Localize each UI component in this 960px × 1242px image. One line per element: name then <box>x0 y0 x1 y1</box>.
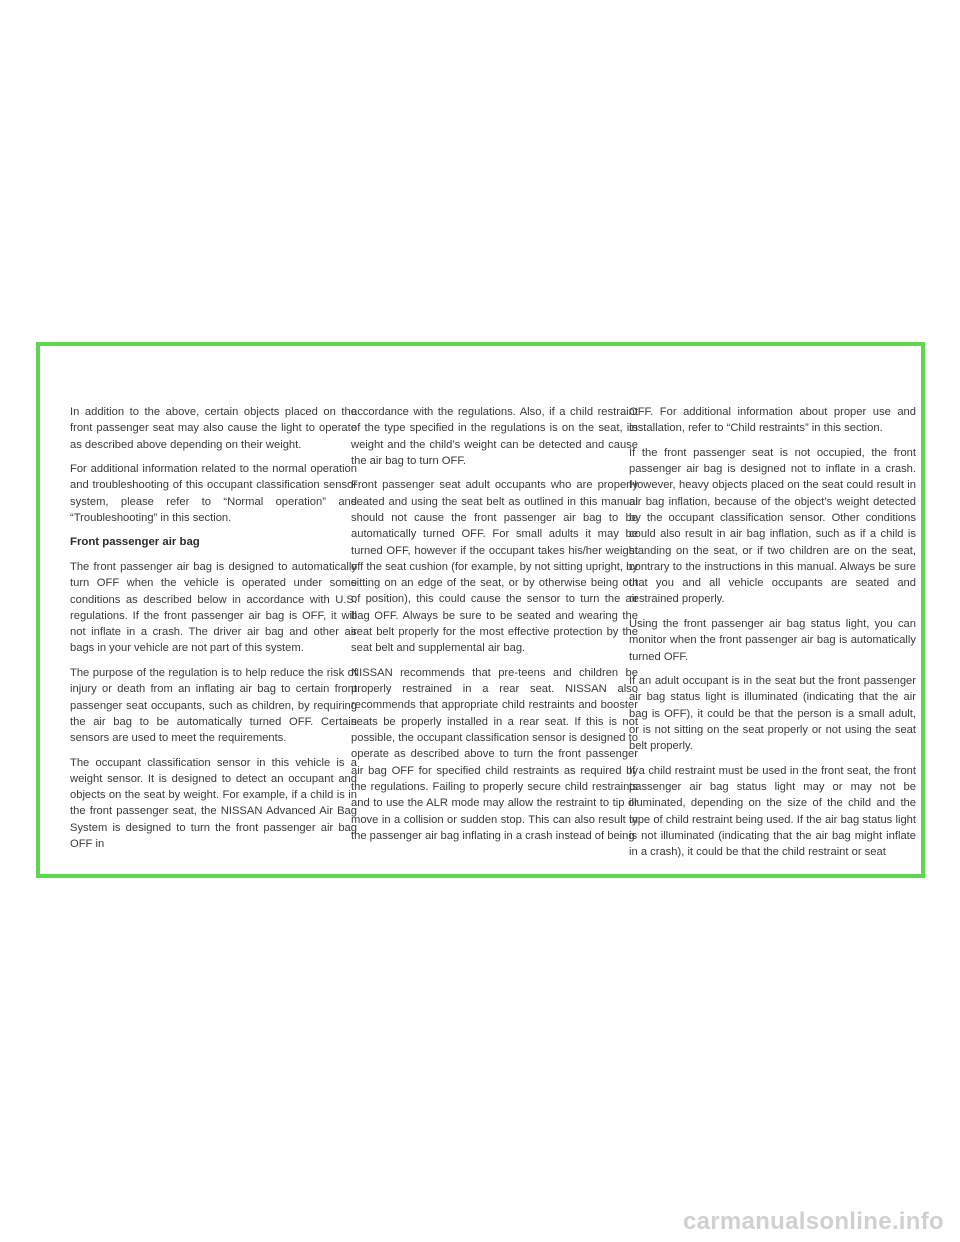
paragraph: OFF. For additional information about proper use and installation, refer to “Child restraints” in this section. <box>629 406 916 435</box>
paragraph: The purpose of the regulation is to help reduce the risk of injury or death from an inflating air bag to certain front passenger seat occupants, such as children, by requiring the air bag to be automatically turned OFF. Certain sensors are used to meet the requirements. <box>70 666 357 745</box>
paragraph: The front passenger air bag is designed to automatically turn OFF when the vehicle is operated under some conditions as described below in accordance with U.S. regulations. If the front passenger air bag is OFF, it will not inflate in a crash. The driver air bag and other air bags in your vehicle are not part of this system. <box>70 560 357 655</box>
paragraph: Front passenger seat adult occupants who are properly seated and using the seat belt as outlined in this manual should not cause the front passenger air bag to be automatically turned OFF. For small adults it may be turned OFF, however if the occupant takes his/her weight off the seat cushion (for example, by not sitting upright, by sitting on an edge of the seat, or by otherwise being out of position), this could cause the sensor to turn the air bag OFF. Always be sure to be seated and wearing the seat belt properly for the most effective protection by the seat belt and supplemental air bag. <box>351 479 638 655</box>
content-frame <box>36 342 925 878</box>
text-column-1 <box>70 404 357 861</box>
paragraph: If a child restraint must be used in the front seat, the front passenger air bag status light may or may not be illuminated, depending on the size of the child and the type of child restraint being used. If the air bag status light is not illuminated (indicating that the air bag might inflate in a crash), it could be that the child restraint or seat <box>629 764 916 859</box>
text-column-3 <box>629 404 916 869</box>
text-column-2 <box>351 404 638 852</box>
paragraph: The occupant classification sensor in this vehicle is a weight sensor. It is designed to detect an occupant and objects on the seat by weight. For example, if a child is in the front passenger seat, the NISSAN Advanced Air Bag System is designed to turn the front passenger air bag OFF in <box>70 756 357 851</box>
paragraph: If an adult occupant is in the seat but the front passenger air bag status light is illuminated (indicating that the air bag is OFF), it could be that the person is a small adult, or is not sitting on the seat properly or not using the seat belt properly. <box>629 675 916 753</box>
paragraph: In addition to the above, certain objects placed on the front passenger seat may also cause the light to operate as described above depending on their weight. <box>70 406 357 451</box>
paragraph: accordance with the regulations. Also, if a child restraint of the type specified in the regulations is on the seat, its weight and the child’s weight can be detected and cause the air bag to turn OFF. <box>351 406 638 467</box>
paragraph: Using the front passenger air bag status light, you can monitor when the front passenger air bag is automatically turned OFF. <box>629 617 916 663</box>
paragraph: NISSAN recommends that pre-teens and children be properly restrained in a rear seat. NISSAN also recommends that appropriate child restraints and booster seats be properly installed in a rear seat. If this is not possible, the occupant classification sensor is designed to operate as described above to turn the front passenger air bag OFF for specified child restraints as required by the regulations. Failing to properly secure child restraints and to use the ALR mode may allow the restraint to tip or move in a collision or sudden stop. This can also result in the passenger air bag inflating in a crash instead of being <box>351 666 638 842</box>
paragraph: For additional information related to the normal operation and troubleshooting of this occupant classification sensor system, please refer to “Normal operation” and “Troubleshooting” in this section. <box>70 463 357 524</box>
paragraph: If the front passenger seat is not occupied, the front passenger air bag is designed not to inflate in a crash. However, heavy objects placed on the seat could result in air bag inflation, because of the object’s weight detected by the occupant classification sensor. Other conditions could also result in air bag inflation, such as if a child is standing on the seat, or if two children are on the seat, contrary to the instructions in this manual. Always be sure that you and all vehicle occupants are seated and restrained properly. <box>629 446 916 606</box>
section-heading: Front passenger air bag <box>70 536 200 549</box>
watermark-text: carmanualsonline.info <box>682 1208 944 1235</box>
